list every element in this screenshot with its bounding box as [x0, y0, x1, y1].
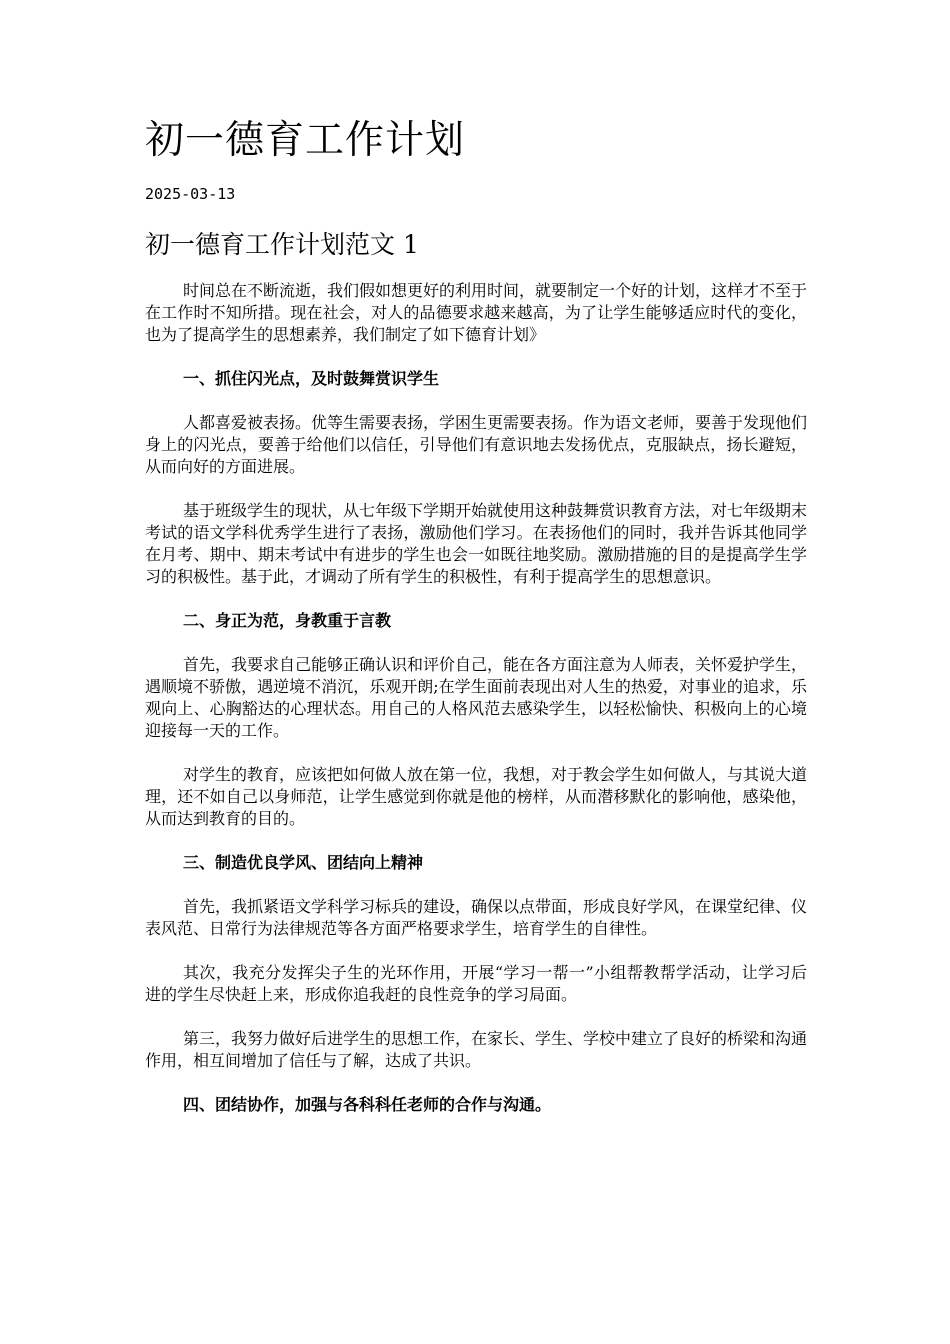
section-heading: 一、抓住闪光点，及时鼓舞赏识学生	[183, 369, 440, 388]
section-heading: 三、制造优良学风、团结向上精神	[183, 853, 424, 872]
section-heading: 二、身正为范，身教重于言教	[183, 611, 392, 630]
document-body	[145, 280, 807, 1138]
paragraph: 首先，我抓紧语文学科学习标兵的建设，确保以点带面，形成良好学风，在课堂纪律、仪表风范、日常行为法律规范等各方面严格要求学生，培育学生的自律性。	[145, 897, 808, 938]
paragraph: 首先，我要求自己能够正确认识和评价自己，能在各方面注意为人师表，关怀爱护学生，遇顺境不骄傲，遇逆境不消沉，乐观开朗;在学生面前表现出对人生的热爱，对事业的追求，乐观向上、心胸豁达的心理状态。用自己的人格风范去感染学生，以轻松愉快、积极向上的心境迎接每一天的工作。	[145, 655, 808, 740]
paragraph: 对学生的教育，应该把如何做人放在第一位，我想，对于教会学生如何做人，与其说大道理，还不如自己以身师范，让学生感觉到你就是他的榜样，从而潜移默化的影响他，感染他，从而达到教育的目的。	[145, 765, 808, 828]
paragraph: 基于班级学生的现状，从七年级下学期开始就使用这种鼓舞赏识教育方法，对七年级期末考试的语文学科优秀学生进行了表扬，激励他们学习。在表扬他们的同时，我并告诉其他同学在月考、期中、期末考试中有进步的学生也会一如既往地奖励。激励措施的目的是提高学生学习的积极性。基于此，才调动了所有学生的积极性，有利于提高学生的思想意识。	[145, 501, 808, 586]
section-heading: 四、团结协作，加强与各科科任老师的合作与沟通。	[183, 1095, 552, 1114]
paragraph: 其次，我充分发挥尖子生的光环作用，开展“学习一帮一”小组帮教帮学活动，让学习后进的学生尽快赶上来，形成你追我赶的良性竞争的学习局面。	[145, 963, 807, 1004]
document-title: 初一德育工作计划	[145, 118, 466, 163]
paragraph: 第三，我努力做好后进学生的思想工作，在家长、学生、学校中建立了良好的桥梁和沟通作用，相互间增加了信任与了解，达成了共识。	[145, 1029, 808, 1070]
section-title: 初一德育工作计划范文 1	[145, 230, 419, 259]
paragraph: 时间总在不断流逝，我们假如想更好的利用时间，就要制定一个好的计划，这样才不至于在工作时不知所措。现在社会，对人的品德要求越来越高，为了让学生能够适应时代的变化，也为了提高学生的思想素养，我们制定了如下德育计划》	[145, 281, 808, 344]
publish-date: 2025-03-13	[145, 185, 236, 203]
paragraph: 人都喜爱被表扬。优等生需要表扬，学困生更需要表扬。作为语文老师，要善于发现他们身上的闪光点，要善于给他们以信任，引导他们有意识地去发扬优点，克服缺点，扬长避短，从而向好的方面进展。	[145, 413, 808, 476]
